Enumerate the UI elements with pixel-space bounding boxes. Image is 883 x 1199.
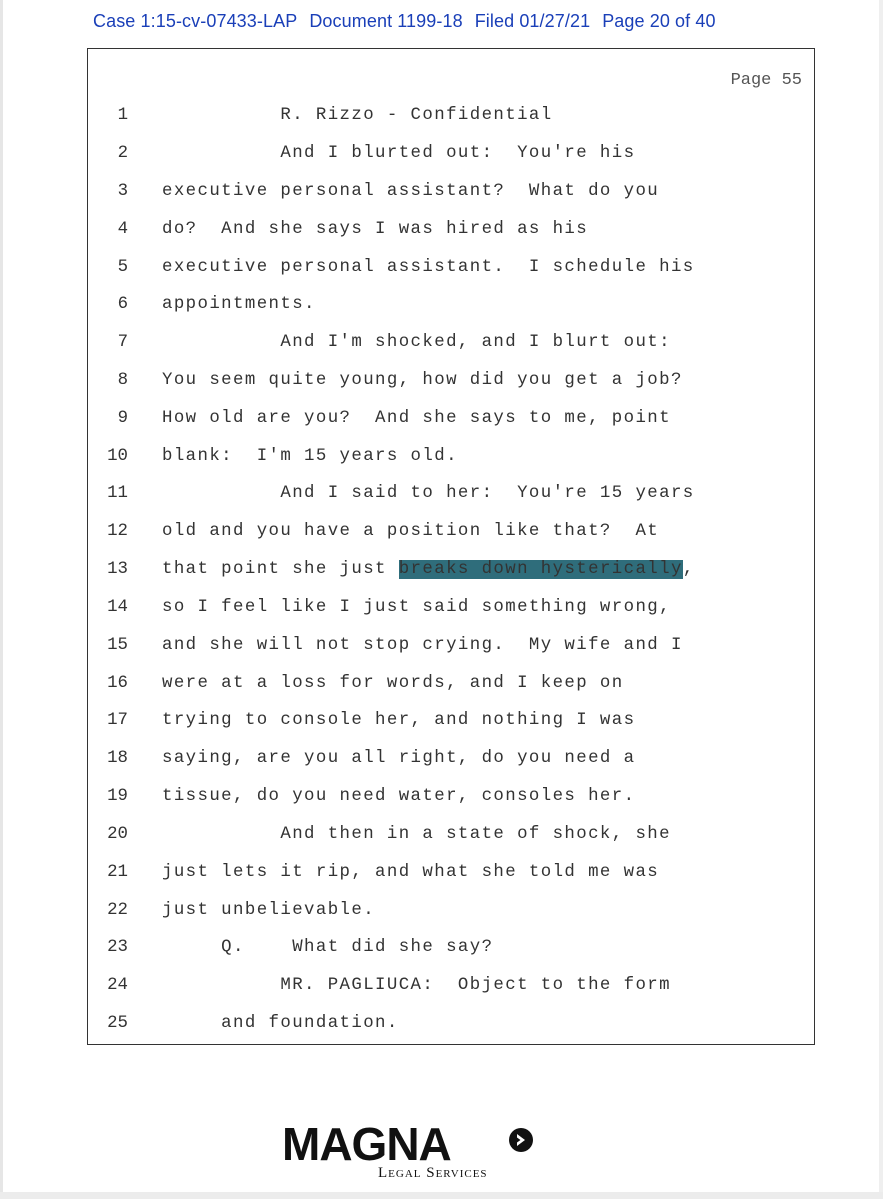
line-text: and she will not stop crying. My wife and I <box>162 636 683 655</box>
line-number: 22 <box>107 901 128 920</box>
line-text: blank: I'm 15 years old. <box>162 447 458 466</box>
line-text: executive personal assistant. I schedule his <box>162 258 695 277</box>
logo-wordmark: MAGNA <box>282 1118 451 1170</box>
page-left-edge <box>0 0 3 1199</box>
line-text: were at a loss for words, and I keep on <box>162 674 624 693</box>
line-number: 14 <box>107 598 128 617</box>
line-number: 3 <box>117 182 128 201</box>
line-number: 10 <box>107 447 128 466</box>
line-text <box>162 560 695 579</box>
line-text: How old are you? And she says to me, point <box>162 409 671 428</box>
line-text: do? And she says I was hired as his <box>162 220 589 239</box>
line-text: and foundation. <box>162 1014 399 1033</box>
line-text: saying, are you all right, do you need a <box>162 749 636 768</box>
line-text: You seem quite young, how did you get a job? <box>162 371 683 390</box>
line-number: 1 <box>117 106 128 125</box>
page-bottom-edge <box>0 1192 883 1199</box>
logo-subtext: Legal Services <box>378 1165 488 1181</box>
line-number: 2 <box>117 144 128 163</box>
line-number: 11 <box>107 484 128 503</box>
line-number: 18 <box>107 749 128 768</box>
line-text: just lets it rip, and what she told me was <box>162 863 660 882</box>
line-text: And I said to her: You're 15 years <box>162 484 695 503</box>
filed-date: Filed 01/27/21 <box>474 11 591 31</box>
line-number: 17 <box>107 711 128 730</box>
line-text: And then in a state of shock, she <box>162 825 671 844</box>
line-text: appointments. <box>162 295 316 314</box>
line-number: 8 <box>117 371 128 390</box>
case-number: Case 1:15-cv-07433-LAP <box>93 11 298 31</box>
line-text: And I'm shocked, and I blurt out: <box>162 333 671 352</box>
line-number: 24 <box>107 976 128 995</box>
line-number: 4 <box>117 220 128 239</box>
line-number: 23 <box>107 938 128 957</box>
document-number: Document 1199-18 <box>309 11 463 31</box>
court-filing-header <box>93 11 728 32</box>
line-text: And I blurted out: You're his <box>162 144 636 163</box>
page-indicator: Page 20 of 40 <box>602 11 716 31</box>
transcript-page <box>87 48 815 1045</box>
transcript-page-number: Page 55 <box>730 71 802 90</box>
line-text: so I feel like I just said something wrong, <box>162 598 671 617</box>
line-text: trying to console her, and nothing I was <box>162 711 636 730</box>
line-text-before-highlight: that point she just <box>162 560 399 579</box>
line-number: 21 <box>107 863 128 882</box>
highlighted-text: breaks down hysterically <box>398 560 683 579</box>
line-number: 6 <box>117 295 128 314</box>
line-text: Q. What did she say? <box>162 938 494 957</box>
line-text: old and you have a position like that? At <box>162 522 660 541</box>
page-right-edge <box>879 0 883 1199</box>
line-number: 13 <box>107 560 128 579</box>
line-number: 7 <box>117 333 128 352</box>
chevron-circle-icon <box>508 1127 534 1153</box>
line-text: R. Rizzo - Confidential <box>162 106 553 125</box>
line-number: 16 <box>107 674 128 693</box>
line-text: just unbelievable. <box>162 901 376 920</box>
line-number: 25 <box>107 1014 128 1033</box>
line-number: 19 <box>107 787 128 806</box>
line-text-after-highlight: , <box>682 560 695 579</box>
line-number: 15 <box>107 636 128 655</box>
line-text: tissue, do you need water, consoles her. <box>162 787 636 806</box>
line-number: 5 <box>117 258 128 277</box>
line-number: 12 <box>107 522 128 541</box>
line-number: 9 <box>117 409 128 428</box>
magna-legal-services-logo <box>282 1117 542 1187</box>
line-text: executive personal assistant? What do you <box>162 182 660 201</box>
line-number: 20 <box>107 825 128 844</box>
line-text: MR. PAGLIUCA: Object to the form <box>162 976 671 995</box>
